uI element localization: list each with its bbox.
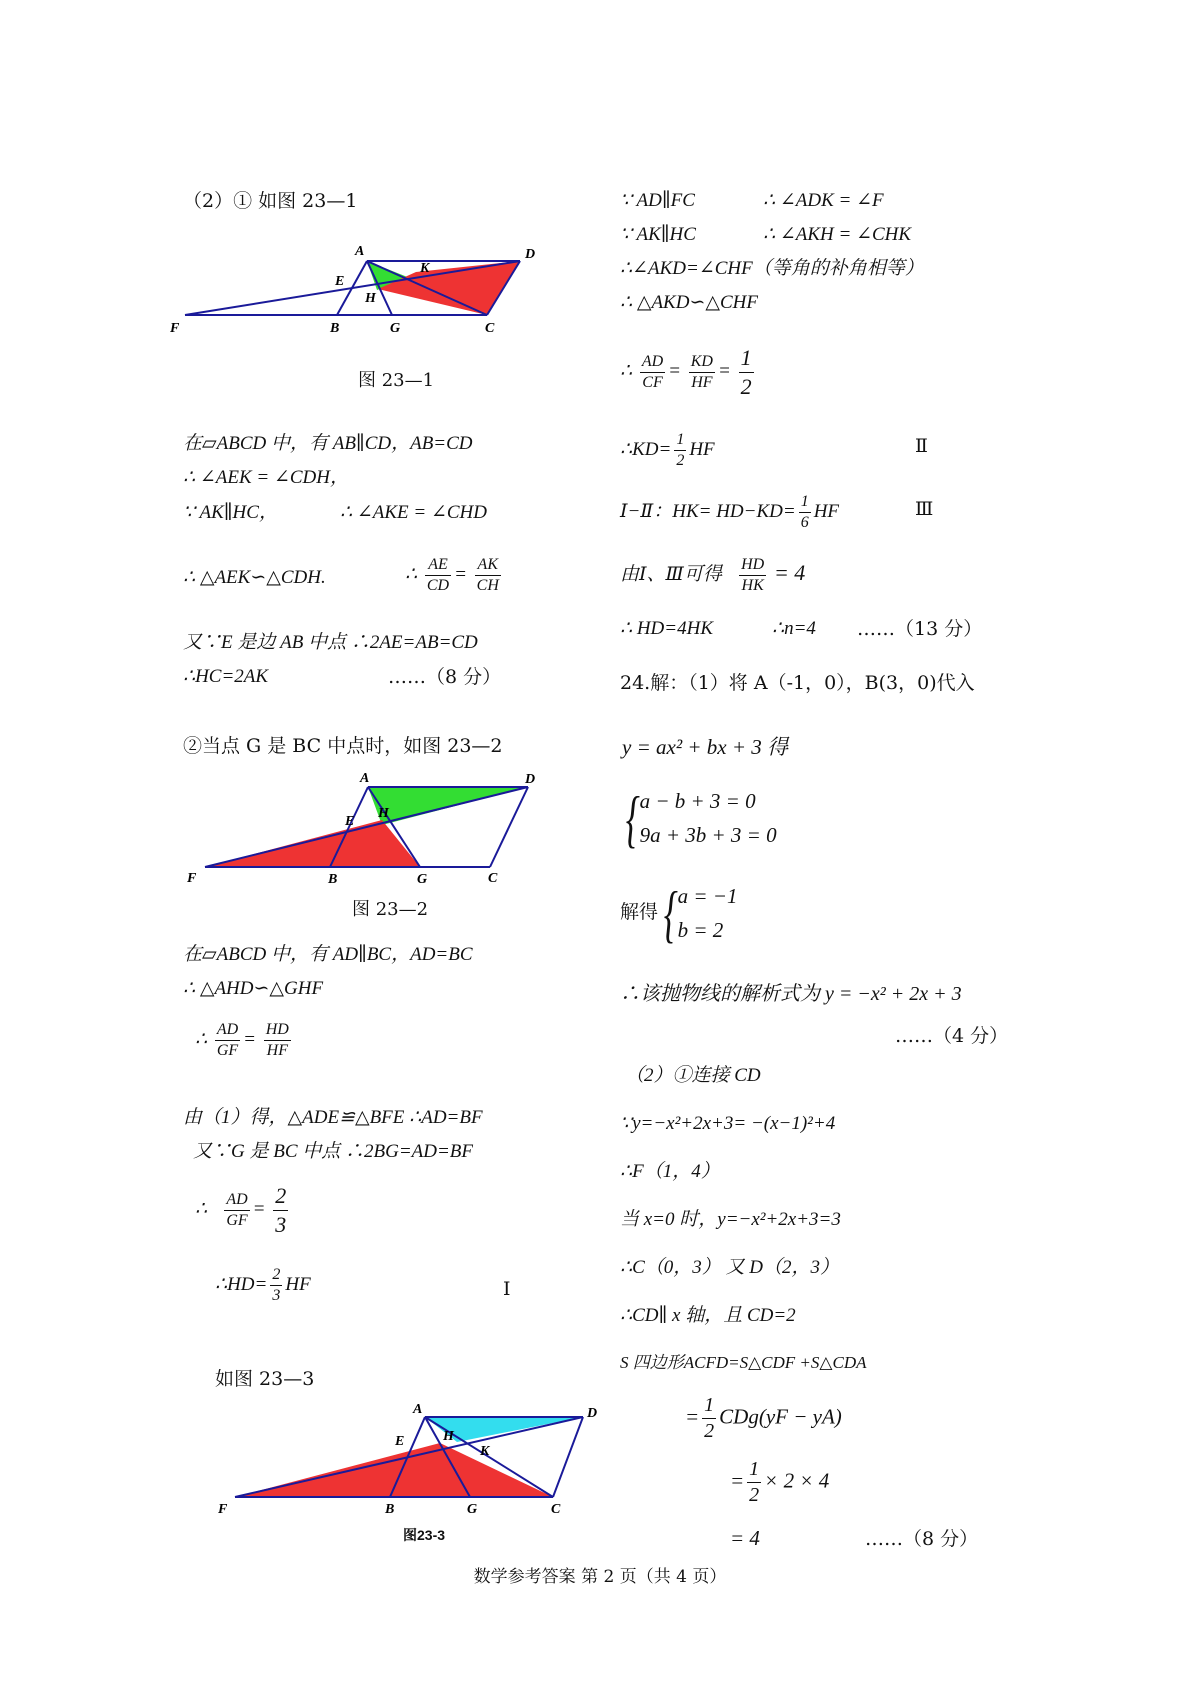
line-r21: ∴CD∥ x 轴，且 CD=2 bbox=[620, 1305, 796, 1326]
line-l5b: ∴ $\frac{AE}{CD}$ = $\frac{AK}{CH}$ bbox=[405, 556, 499, 594]
line-r9b: ∴n=4 bbox=[772, 618, 816, 639]
line-l4a: ∵ AK∥HC， bbox=[183, 502, 278, 523]
label-G: G bbox=[390, 321, 401, 336]
label-K: K bbox=[420, 261, 430, 276]
figure-23-2 bbox=[187, 771, 536, 887]
line-r4: ∴ △AKD∽△CHF bbox=[620, 292, 758, 313]
mark-II: Ⅱ bbox=[915, 435, 928, 457]
label-H: H bbox=[365, 291, 376, 306]
label-A: A bbox=[360, 771, 370, 786]
label-D: D bbox=[587, 1406, 598, 1421]
line-l7a: ∴HC=2AK bbox=[183, 666, 269, 687]
label-E: E bbox=[395, 1434, 405, 1449]
line-r25b: ……（8 分） bbox=[865, 1528, 979, 1550]
line-r19: 当 x=0 时，y=−x²+2x+3=3 bbox=[620, 1209, 841, 1230]
fig1-caption: 图 23—1 bbox=[358, 370, 435, 391]
label-B: B bbox=[385, 1502, 395, 1517]
line-r18: ∴F（1，4） bbox=[620, 1161, 720, 1182]
line-l15: ∴HD= $\frac{2}{3}$ HF bbox=[215, 1266, 311, 1304]
label-F: F bbox=[218, 1502, 228, 1517]
label-F: F bbox=[170, 321, 180, 336]
label-A: A bbox=[413, 1402, 423, 1417]
line-r11: y = ax² + bx + 3 得 bbox=[622, 735, 789, 759]
line-r13: 解得{a = −1 b = 2 bbox=[620, 877, 738, 949]
line-l13: 又∵G 是 BC 中点 ∴2BG=AD=BF bbox=[193, 1141, 474, 1162]
line-r25: = 4 bbox=[730, 1526, 760, 1550]
mark-III: Ⅲ bbox=[915, 498, 934, 520]
label-C: C bbox=[551, 1502, 561, 1517]
line-l9: 在▱ABCD 中，有 AD∥BC，AD=BC bbox=[183, 944, 473, 965]
line-r9a: ∴ HD=4HK bbox=[620, 618, 713, 639]
label-E: E bbox=[345, 814, 355, 829]
line-r24: = $\frac{1}{2}$ × 2 × 4 bbox=[730, 1458, 830, 1506]
label-F: F bbox=[187, 871, 197, 886]
line-r2a: ∵ AK∥HC bbox=[620, 224, 696, 245]
line-l4b: ∴ ∠AKE = ∠CHD bbox=[340, 502, 487, 523]
page-footer: 数学参考答案 第 2 页（共 4 页） bbox=[473, 1567, 727, 1587]
label-D: D bbox=[525, 247, 536, 262]
line-r17: ∵y=−x²+2x+3= −(x−1)²+4 bbox=[620, 1113, 836, 1134]
label-H: H bbox=[443, 1429, 454, 1444]
line-r20: ∴C（0，3） 又 D（2，3） bbox=[620, 1257, 839, 1278]
mark-I: Ⅰ bbox=[503, 1278, 511, 1300]
line-r1a: ∵ AD∥FC bbox=[620, 190, 695, 211]
line-part2-1: （2）① 如图 23—1 bbox=[183, 190, 358, 212]
line-r15: ……（4 分） bbox=[895, 1025, 1009, 1047]
line-r16: （2）①连接 CD bbox=[625, 1065, 761, 1086]
fig3-caption: 图23-3 bbox=[403, 1527, 446, 1543]
label-B: B bbox=[328, 872, 338, 887]
line-l2: 在▱ABCD 中，有 AB∥CD，AB=CD bbox=[183, 433, 473, 454]
line-l14: ∴ $\frac{AD}{GF}$ = $\frac{2}{3}$ bbox=[195, 1183, 287, 1237]
line-r6: ∴KD= $\frac{1}{2}$ HF bbox=[620, 431, 715, 469]
label-D: D bbox=[525, 772, 536, 787]
line-r10: 24.解：（1）将 A（-1，0），B(3，0)代入 bbox=[620, 672, 975, 694]
label-C: C bbox=[488, 871, 498, 886]
line-r12: {a − b + 3 = 0 9a + 3b + 3 = 0 bbox=[625, 782, 777, 854]
label-E: E bbox=[335, 274, 345, 289]
line-r14: ∴该抛物线的解析式为 y = −x² + 2x + 3 bbox=[620, 983, 962, 1005]
line-l10: ∴ △AHD∽△GHF bbox=[183, 978, 324, 999]
line-l7b: ……（8 分） bbox=[388, 666, 502, 688]
line-r22: S 四边形ACFD=S△CDF +S△CDA bbox=[620, 1353, 867, 1372]
fig2-caption: 图 23—2 bbox=[352, 899, 429, 920]
figure-23-1 bbox=[170, 240, 580, 360]
label-G: G bbox=[467, 1502, 478, 1517]
label-K: K bbox=[480, 1444, 490, 1459]
label-A: A bbox=[355, 244, 365, 259]
line-l8: ②当点 G 是 BC 中点时，如图 23—2 bbox=[183, 735, 503, 757]
red-triangle bbox=[378, 261, 520, 315]
line-r8: 由Ⅰ、Ⅲ可得 $\frac{HD}{HK}$ = 4 bbox=[620, 556, 806, 594]
line-r5: ∴ $\frac{AD}{CF}$ = $\frac{KD}{HF}$ = $\frac{1}{2}$ bbox=[620, 345, 752, 399]
line-l12: 由（1）得，△ADE≌△BFE ∴AD=BF bbox=[183, 1107, 483, 1128]
line-r2b: ∴ ∠AKH = ∠CHK bbox=[763, 224, 912, 245]
line-l5a: ∴ △AEK∽△CDH. bbox=[183, 567, 326, 588]
line-r1b: ∴ ∠ADK = ∠F bbox=[763, 190, 884, 211]
line-l11: ∴ $\frac{AD}{GF}$ = $\frac{HD}{HF}$ bbox=[195, 1021, 289, 1059]
figure-23-3 bbox=[218, 1402, 598, 1517]
line-r7: Ⅰ−Ⅱ：HK= HD−KD= $\frac{1}{6}$ HF bbox=[620, 493, 840, 531]
line-r3: ∴∠AKD=∠CHF（等角的补角相等） bbox=[620, 258, 924, 279]
line-l3: ∴ ∠AEK = ∠CDH， bbox=[183, 467, 349, 488]
line-r9c: ……（13 分） bbox=[857, 618, 983, 640]
line-r23: = $\frac{1}{2}$ CDg(yF − yA) bbox=[685, 1394, 842, 1442]
label-B: B bbox=[330, 321, 340, 336]
line-l16: 如图 23—3 bbox=[215, 1368, 315, 1390]
label-C: C bbox=[485, 321, 495, 336]
label-G: G bbox=[417, 872, 428, 887]
label-H: H bbox=[378, 806, 389, 821]
line-l6: 又∵E 是边 AB 中点 ∴2AE=AB=CD bbox=[183, 632, 478, 653]
